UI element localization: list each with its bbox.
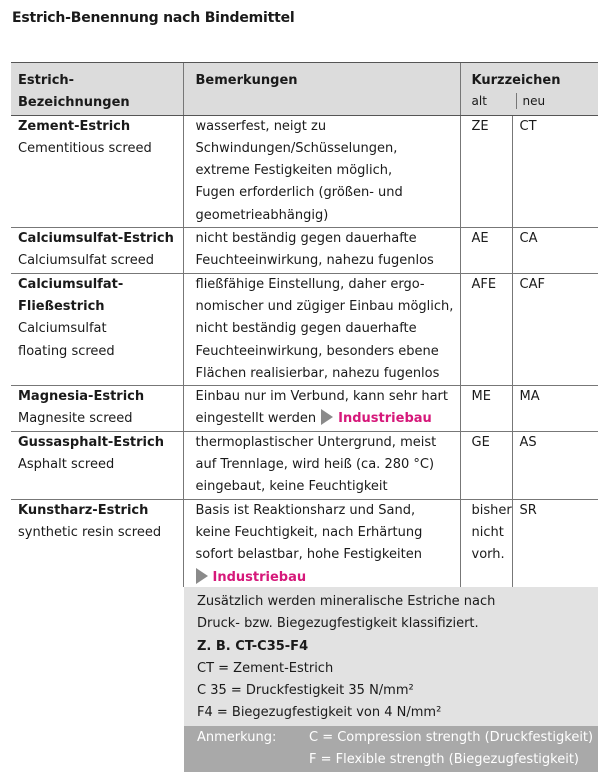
footer-label: Anmerkung: (197, 730, 277, 745)
footer-f: F = Flexible strength (Biegezugfestigkeit) (309, 752, 579, 768)
header-designation: Estrich-Bezeichnungen (11, 63, 183, 116)
remark-line: nomischer und zügiger Einbau möglich, (195, 298, 454, 314)
old-code: ME (471, 389, 491, 405)
remarks-cell (183, 228, 460, 274)
remark-line: wasserfest, neigt zu (195, 118, 327, 134)
note-box (184, 587, 598, 726)
table-row (11, 273, 598, 385)
old-code: vorh. (471, 547, 505, 563)
remarks-cell (183, 386, 460, 432)
header-remarks: Bemerkungen (183, 63, 460, 116)
remark-line: Fugen erforderlich (größen- und (195, 185, 403, 201)
table-row (11, 386, 598, 432)
page-title: Estrich-Benennung nach Bindemittel (12, 10, 295, 26)
arrow-right-icon (196, 568, 208, 584)
designation-cell (11, 499, 183, 589)
screed-english: floating screed (18, 343, 115, 359)
remarks-cell (183, 273, 460, 385)
old-code: nicht (471, 524, 504, 540)
remarks-cell (183, 115, 460, 227)
remark-line: nicht beständig gegen dauerhafte (195, 231, 417, 247)
screed-table (11, 62, 598, 590)
designation-cell (11, 115, 183, 227)
designation-cell (11, 273, 183, 385)
note-line: CT = Zement-Estrich (197, 660, 334, 676)
header-old: alt (471, 94, 487, 109)
old-code-cell (460, 499, 512, 589)
screed-english: Calciumsulfat screed (18, 253, 154, 269)
screed-name: Zement-Estrich (18, 118, 131, 134)
screed-english: Magnesite screed (18, 411, 133, 427)
remark-text: eingestellt werden (195, 411, 317, 427)
header-abbreviation (460, 63, 598, 116)
header-new: neu (516, 93, 546, 109)
remark-line: keine Feuchtigkeit, nach Erhärtung (195, 524, 423, 540)
old-code-cell (460, 228, 512, 274)
note-line: Druck- bzw. Biegezugfestigkeit klassifiziert. (197, 616, 479, 632)
old-code: AE (471, 231, 489, 247)
old-code-cell (460, 431, 512, 499)
remarks-cell (183, 431, 460, 499)
remark-line: auf Trennlage, wird heiß (ca. 280 °C) (195, 457, 435, 473)
classification-note (11, 587, 598, 772)
old-code: AFE (471, 276, 497, 292)
designation-cell (11, 431, 183, 499)
remark-line: Flächen realisierbar, nahezu fugenlos (195, 365, 440, 381)
remark-line: Einbau nur im Verbund, kann sehr hart (195, 389, 449, 405)
footer-remark (184, 726, 598, 772)
note-line: C 35 = Druckfestigkeit 35 N/mm² (197, 683, 414, 699)
screed-name: Magnesia-Estrich (18, 389, 145, 405)
table-row (11, 499, 598, 589)
new-code-cell: MA (512, 386, 598, 432)
remark-line: Feuchteeinwirkung, nahezu fugenlos (195, 253, 434, 269)
remark-line: extreme Festigkeiten möglich, (195, 163, 393, 179)
remark-line: Basis ist Reaktionsharz und Sand, (195, 502, 416, 518)
header-abbreviation-label: Kurzzeichen (471, 73, 561, 88)
industriebau-link[interactable]: Industriebau (212, 569, 307, 585)
remark-line: nicht beständig gegen dauerhafte (195, 321, 417, 337)
old-code: bisher (471, 502, 512, 518)
footer-c: C = Compression strength (Druckfestigkeit) (309, 730, 594, 745)
designation-cell (11, 228, 183, 274)
screed-english: Calciumsulfat (18, 321, 107, 337)
remark-line: thermoplastischer Untergrund, meist (195, 434, 437, 450)
screed-english: Asphalt screed (18, 457, 115, 473)
new-code-cell: SR (512, 499, 598, 589)
remark-line (196, 567, 460, 589)
remark-line: fließfähige Einstellung, daher ergo- (195, 276, 425, 292)
old-code-cell (460, 115, 512, 227)
remark-line (196, 408, 460, 430)
old-code: ZE (471, 118, 489, 134)
remark-line: geometrieabhängig) (195, 207, 329, 223)
remark-line: Schwindungen/Schüsselungen, (195, 140, 398, 156)
remark-line: Feuchteeinwirkung, besonders ebene (195, 343, 439, 359)
screed-english: Cementitious screed (18, 140, 152, 156)
table-row (11, 115, 598, 227)
new-code-cell: CA (512, 228, 598, 274)
screed-name: Gussasphalt-Estrich (18, 434, 164, 450)
new-code-cell: AS (512, 431, 598, 499)
screed-name: Calciumsulfat-Fließestrich (18, 276, 124, 314)
note-line: F4 = Biegezugfestigkeit von 4 N/mm² (197, 705, 442, 721)
new-code-cell: CT (512, 115, 598, 227)
industriebau-link[interactable]: Industriebau (338, 411, 432, 427)
remark-line: eingebaut, keine Feuchtigkeit (195, 479, 388, 495)
designation-cell (11, 386, 183, 432)
arrow-right-icon (321, 409, 333, 425)
table-header-row (11, 63, 598, 116)
table-row (11, 431, 598, 499)
old-code-cell (460, 273, 512, 385)
old-code: GE (471, 434, 490, 450)
screed-name: Calciumsulfat-Estrich (18, 231, 174, 247)
table-row (11, 228, 598, 274)
new-code-cell: CAF (512, 273, 598, 385)
remarks-cell (183, 499, 460, 589)
remark-line: sofort belastbar, hohe Festigkeiten (195, 547, 422, 563)
note-example: Z. B. CT-C35-F4 (197, 638, 309, 654)
screed-name: Kunstharz-Estrich (18, 502, 149, 518)
old-code-cell (460, 386, 512, 432)
note-line: Zusätzlich werden mineralische Estriche nach (197, 594, 496, 609)
screed-english: synthetic resin screed (18, 524, 162, 540)
